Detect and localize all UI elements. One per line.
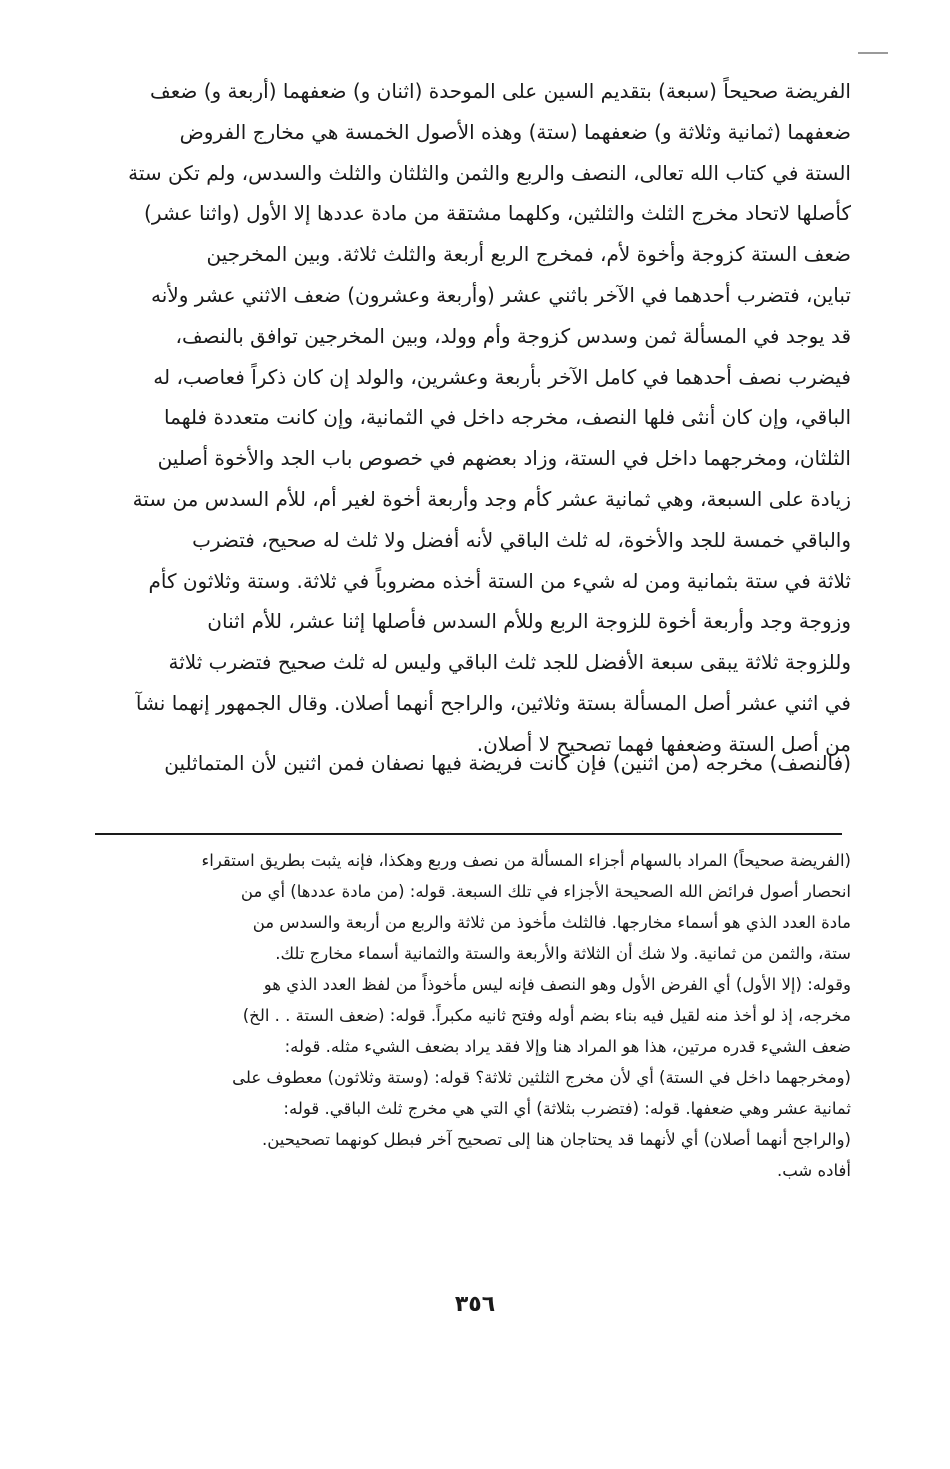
main-text-line: من أصل الستة وضعفها فهما تصحيح لا أصلان. <box>476 731 851 756</box>
main-text-line: وزوجة وجد وأربعة أخوة للزوجة الربع وللأم السدس فأصلها إثنا عشر، للأم اثنان <box>207 609 851 634</box>
main-text-line: الباقي، وإن كان أنثى فلها النصف، مخرجه داخل في الثمانية، وإن كانت متعددة فلهما <box>164 405 851 430</box>
footnote-line: وقوله: (إلا الأول) أي الفرض الأول وهو النصف فإنه ليس مأخوذاً من لفظ العدد الذي هو <box>263 975 851 994</box>
margin-mark <box>858 52 888 54</box>
main-text-line: الستة في كتاب الله تعالى، النصف والربع والثمن والثلثان والثلث والسدس، ولم تكن ستة <box>128 160 851 185</box>
main-text-block <box>83 71 851 765</box>
footnote-line: مخرجه، إذ لو أخذ منه لقيل فيه بناء بضم أوله وفتح ثانيه مكبراً. قوله: (ضعف الستة . . الخ) <box>242 1006 851 1025</box>
footnote-line: مادة العدد الذي هو أسماء مخارجها. فالثلث مأخوذ من ثلاثة والربع من أربعة والسدس من <box>252 913 851 932</box>
main-text-line: زيادة على السبعة، وهي ثمانية عشر كأم وجد وأربعة أخوة لغير أم، للأم السدس من ستة <box>132 486 851 511</box>
main-text-line: والباقي خمسة للجد والأخوة، له ثلث الباقي لأنه أفضل ولا ثلث له صحيح، فتضرب <box>192 527 851 552</box>
footnote-divider <box>95 833 842 835</box>
main-text-line: وللزوجة ثلاثة يبقى سبعة الأفضل للجد ثلث الباقي وليس له ثلث صحيح فتضرب ثلاثة <box>168 650 851 675</box>
footnote-line: أفاده شب. <box>776 1161 851 1180</box>
main-text-line: الفريضة صحيحاً (سبعة) بتقديم السين على الموحدة (اثنان و) ضعفهما (أربعة و) ضعف <box>150 79 851 103</box>
page-number: ٣٥٦ <box>454 1292 496 1317</box>
footnote-line: (الفريضة صحيحاً) المراد بالسهام أجزاء المسألة من نصف وربع وهكذا، فإنه يثبت بطريق استقراء <box>201 851 851 870</box>
footnote-block <box>83 845 851 1186</box>
footnote-line: ضعف الشيء قدره مرتين، هذا هو المراد هنا وإلا فقد يراد بضعف الشيء مثله. قوله: <box>284 1037 851 1056</box>
footnote-line: (والراجح أنهما أصلان) أي لأنهما قد يحتاجان هنا إلى تصحيح آخر فبطل كونهما تصحيحين. <box>261 1130 851 1149</box>
footnote-line: انحصار أصول فرائض الله الصحيحة الأجزاء في تلك السبعة. قوله: (من مادة عددها) أي من <box>240 882 851 901</box>
main-text-line: تباين، فتضرب أحدهما في الآخر باثني عشر (وأربعة وعشرون) ضعف الاثني عشر ولأنه <box>151 282 851 307</box>
footnote-line: ثمانية عشر وهي ضعفها. قوله: (فتضرب بثلاثة) أي التي هي مخرج ثلث الباقي. قوله: <box>283 1099 851 1118</box>
main-text-line: في اثني عشر أصل المسألة بستة وثلاثين، والراجح أنهما أصلان. وقال الجمهور إنهما نشآ <box>135 690 851 715</box>
footnote-line: ستة، والثمن من ثمانية. ولا شك أن الثلاثة والأربعة والستة والثمانية أسماء مخارج تلك. <box>275 944 851 963</box>
footnote-line: (ومخرجهما داخل في الستة) أي لأن مخرج الثلثين ثلاثة؟ قوله: (وستة وثلاثون) معطوف على <box>232 1068 851 1087</box>
main-text-line: قد يوجد في المسألة ثمن وسدس كزوجة وأم وولد، وبين المخرجين توافق بالنصف، <box>175 323 851 348</box>
main-text-line: الثلثان، ومخرجهما داخل في الستة، وزاد بعضهم في خصوص باب الجد والأخوة أصلين <box>157 446 851 471</box>
main-text-line: كأصلها لاتحاد مخرج الثلث والثلثين، وكلهما مشتقة من مادة عددها إلا الأول (واثنا عشر) <box>144 201 851 226</box>
main-text-line: فيضرب نصف أحدهما في كامل الآخر بأربعة وعشرين، والولد إن كان ذكراً فعاصب، له <box>153 364 851 389</box>
section-start-line: (فالنصف) مخرجه (من اثنين) فإن كانت فريضة فيها نصفان فمن اثنين لأن المتماثلين <box>164 751 851 775</box>
main-text-line: ثلاثة في ستة بثمانية ومن له شيء من الستة أخذه مضروباً في ثلاثة. وستة وثلاثون كأم <box>148 568 851 593</box>
main-text-line: ضعفهما (ثمانية وثلاثة و) ضعفهما (ستة) وهذه الأصول الخمسة هي مخارج الفروض <box>179 119 851 144</box>
main-text-line: ضعف الستة كزوجة وأخوة لأم، فمخرج الربع أربعة والثلث ثلاثة. وبين المخرجين <box>206 242 851 267</box>
